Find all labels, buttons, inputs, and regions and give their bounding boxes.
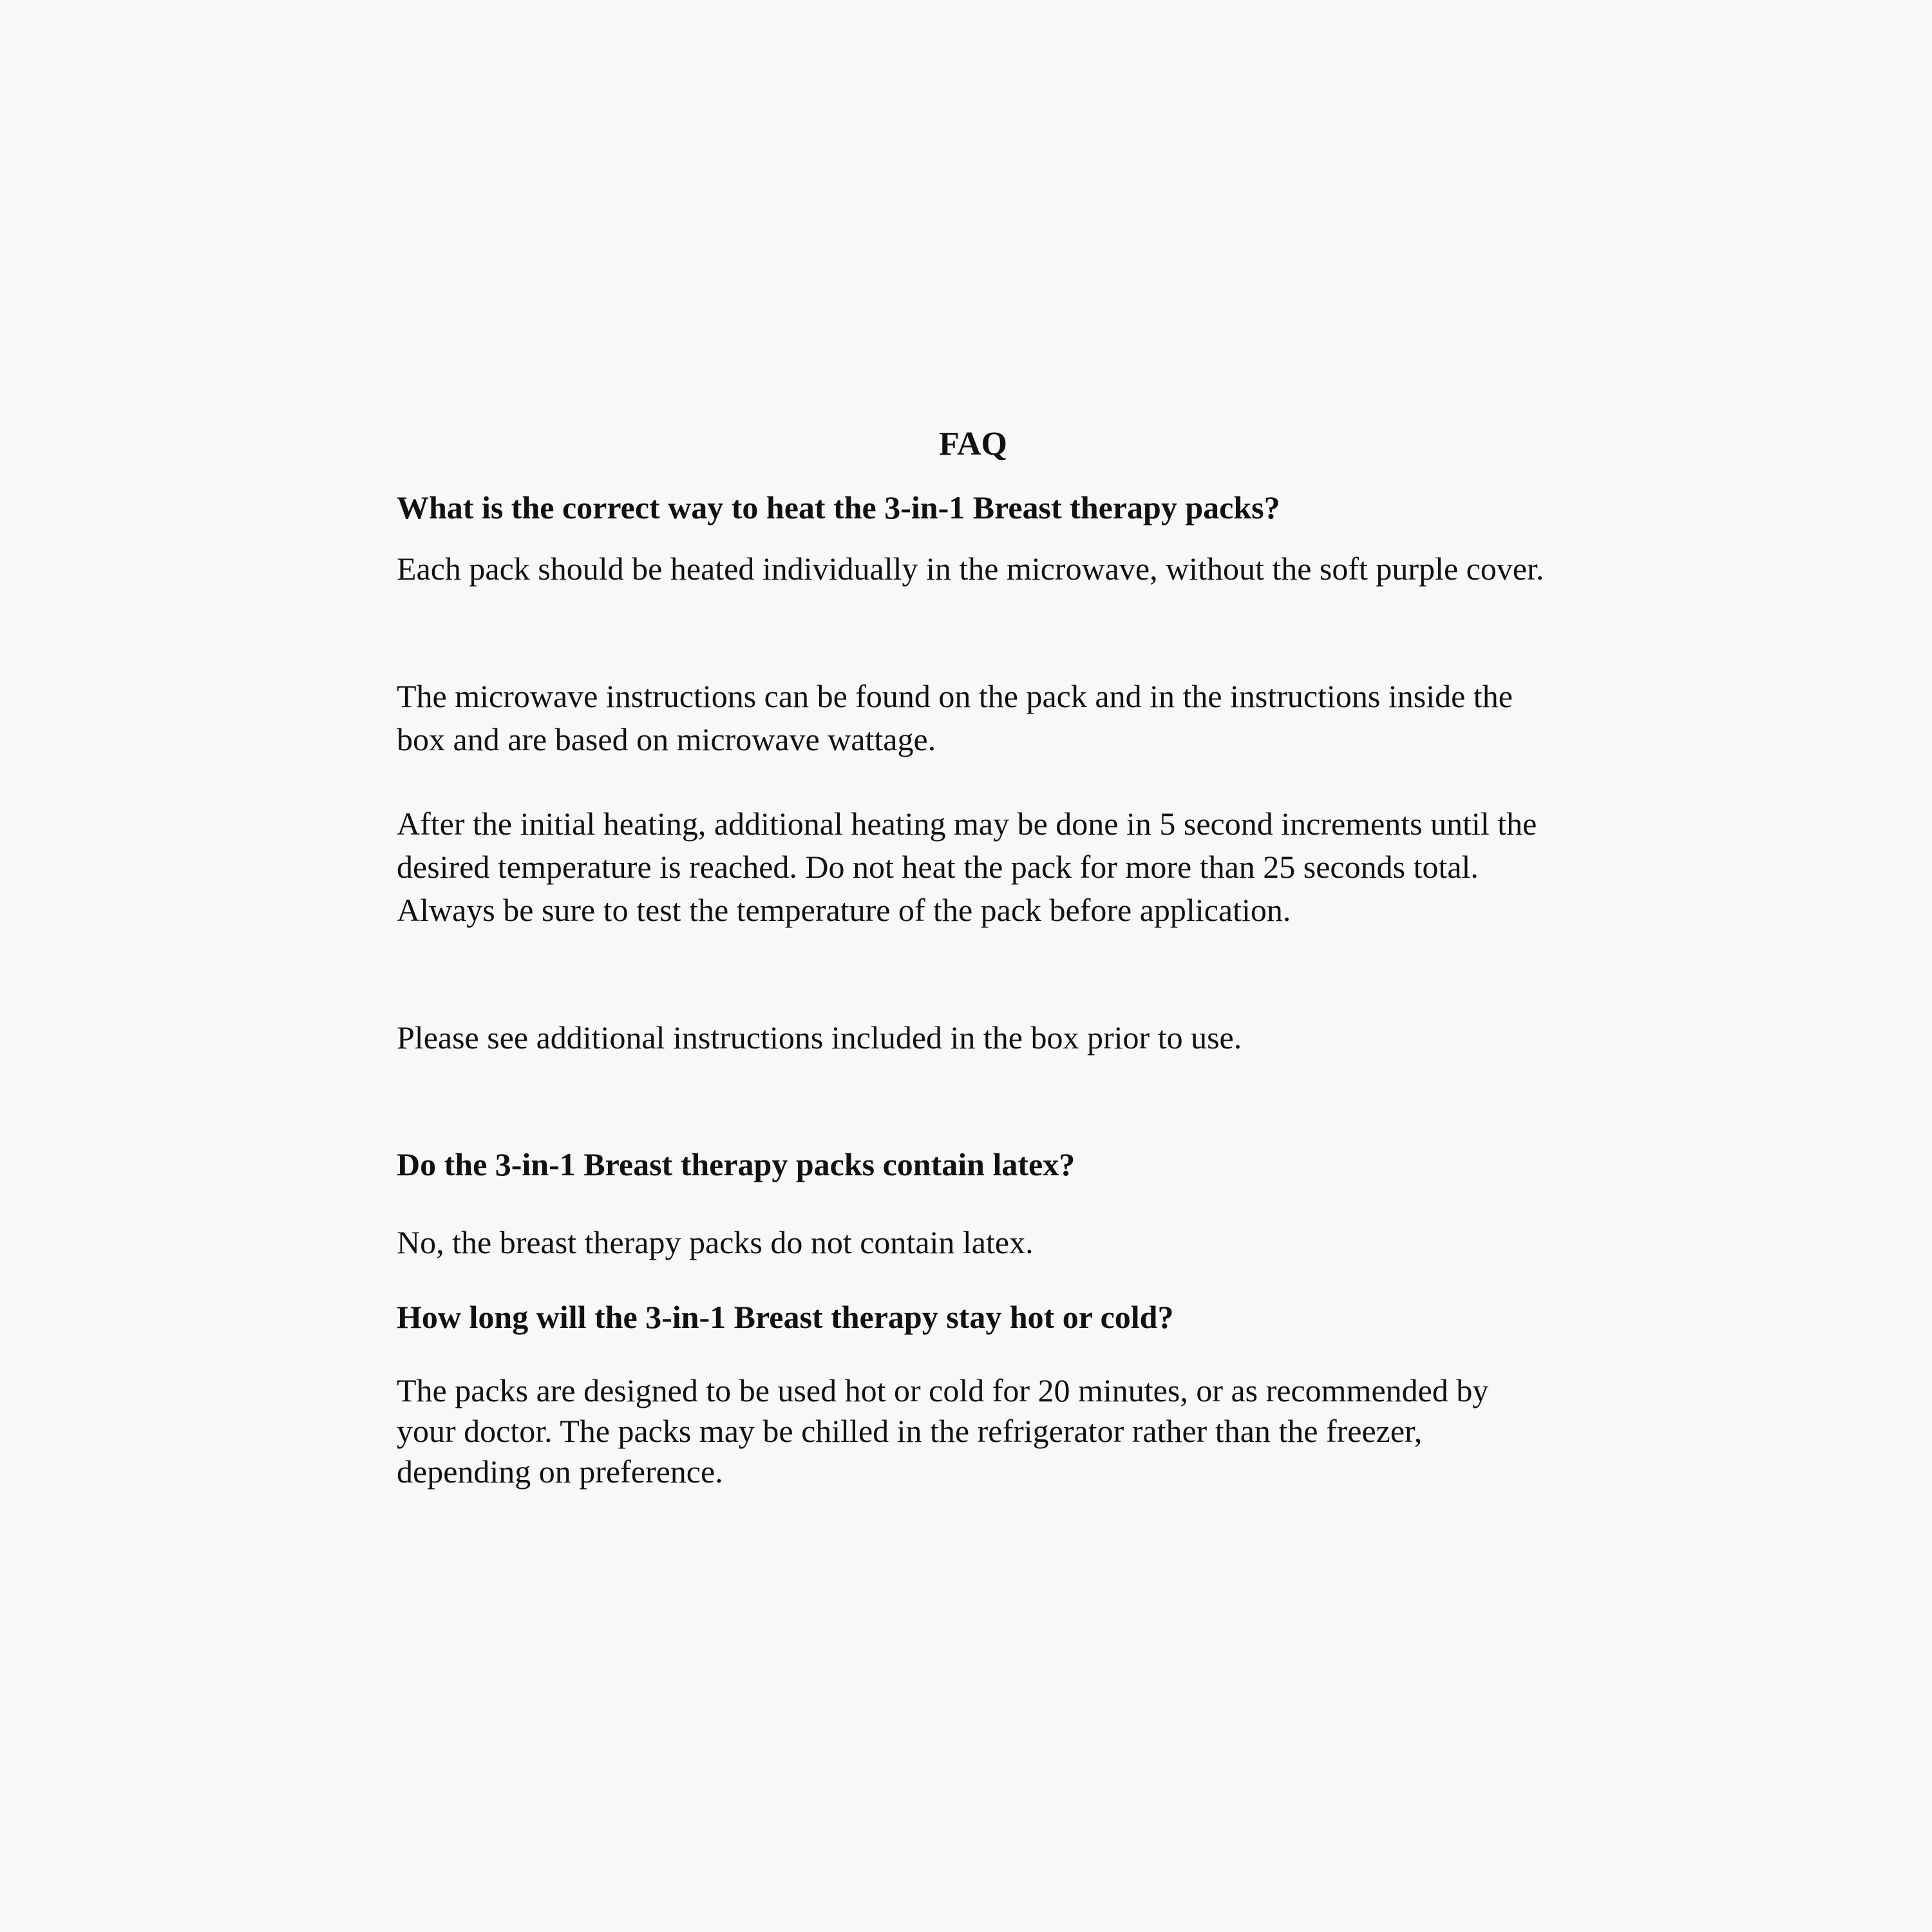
faq-answer-latex: No, the breast therapy packs do not contain latex.	[397, 1224, 1034, 1260]
faq-question-duration: How long will the 3-in-1 Breast therapy stay hot or cold?	[397, 1299, 1174, 1335]
faq-answer-heating-1: Each pack should be heated individually in the microwave, without the soft purple cover.	[397, 551, 1544, 587]
faq-question-latex: Do the 3-in-1 Breast therapy packs contain latex?	[397, 1146, 1075, 1182]
faq-answer-heating-4: Please see additional instructions included in the box prior to use.	[397, 1019, 1242, 1056]
faq-answer-heating-3: After the initial heating, additional heating may be done in 5 second increments until the desired temperature is reached. Do not heat the pack for more than 25 seconds total. Always be sure to test the temperature of the pack before application.	[397, 806, 1537, 928]
faq-answer-heating-2: The microwave instructions can be found on the pack and in the instructions inside the box and are based on microwave wattage.	[397, 678, 1513, 757]
faq-answer-duration: The packs are designed to be used hot or cold for 20 minutes, or as recommended by your doctor. The packs may be chilled in the refrigerator rather than the freezer, depending on preference.	[397, 1372, 1489, 1490]
faq-question-heating: What is the correct way to heat the 3-in-1 Breast therapy packs?	[397, 489, 1280, 526]
page-title: FAQ	[939, 426, 1007, 462]
